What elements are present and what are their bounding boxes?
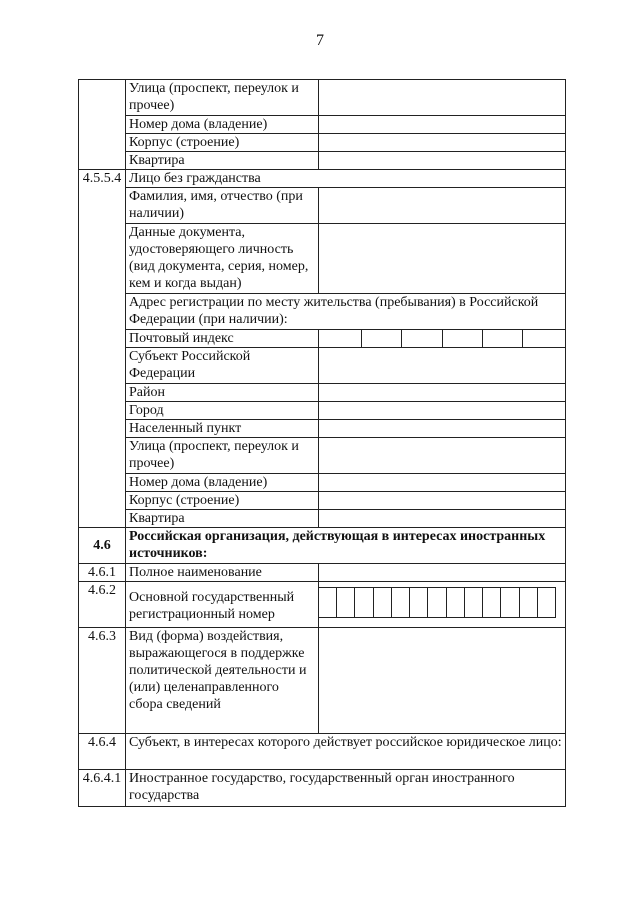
table-row bbox=[79, 224, 566, 294]
table-row bbox=[79, 770, 566, 807]
section-label-stateless: Лицо без гражданства bbox=[126, 170, 566, 188]
field-label-registration-address: Адрес регистрации по месту жительства (пребывания) в Российской Федерации (при наличии): bbox=[126, 294, 566, 330]
table-row bbox=[79, 492, 566, 510]
table-row bbox=[79, 384, 566, 402]
field-label-subject: Субъект, в интересах которого действует российское юридическое лицо: bbox=[126, 734, 566, 770]
table-row bbox=[79, 474, 566, 492]
table-row bbox=[79, 188, 566, 224]
table-row bbox=[79, 510, 566, 528]
row-number: 4.6.3 bbox=[79, 628, 126, 734]
field-label-influence-form: Вид (форма) воздействия, выражающегося в поддержке политической деятельности и (или) целенаправленного сбора сведений bbox=[126, 628, 319, 734]
table-row bbox=[79, 330, 566, 348]
field-label-full-name-org: Полное наименование bbox=[126, 564, 319, 582]
table-row bbox=[79, 564, 566, 582]
row-number: 4.6.1 bbox=[79, 564, 126, 582]
row-number: 4.6 bbox=[79, 528, 126, 564]
field-label-street-2: Улица (проспект, переулок и прочее) bbox=[126, 438, 319, 474]
field-value-apartment-2[interactable] bbox=[319, 510, 566, 528]
table-row bbox=[79, 420, 566, 438]
field-label-house-2: Номер дома (владение) bbox=[126, 474, 319, 492]
field-label-foreign-state: Иностранное государство, государственный орган иностранного государства bbox=[126, 770, 566, 807]
page-number: 7 bbox=[316, 32, 324, 49]
field-label-house: Номер дома (владение) bbox=[126, 116, 319, 134]
field-value-district[interactable] bbox=[319, 384, 566, 402]
row-number: 4.5.5.4 bbox=[79, 170, 126, 528]
table-row bbox=[79, 80, 566, 116]
field-label-building-2: Корпус (строение) bbox=[126, 492, 319, 510]
table-row bbox=[79, 734, 566, 770]
field-value-street[interactable] bbox=[319, 80, 566, 116]
field-value-full-name-org[interactable] bbox=[319, 564, 566, 582]
table-row bbox=[79, 402, 566, 420]
field-value-house-2[interactable] bbox=[319, 474, 566, 492]
field-value-locality[interactable] bbox=[319, 420, 566, 438]
table-row bbox=[79, 438, 566, 474]
field-value-building-2[interactable] bbox=[319, 492, 566, 510]
table-row bbox=[79, 294, 566, 330]
field-label-region: Субъект Российской Федерации bbox=[126, 348, 319, 384]
row-number bbox=[79, 80, 126, 170]
field-label-locality: Населенный пункт bbox=[126, 420, 319, 438]
row-number: 4.6.2 bbox=[79, 582, 126, 628]
field-label-street: Улица (проспект, переулок и прочее) bbox=[126, 80, 319, 116]
table-row bbox=[79, 170, 566, 188]
field-label-apartment-2: Квартира bbox=[126, 510, 319, 528]
field-value-city[interactable] bbox=[319, 402, 566, 420]
field-value-building[interactable] bbox=[319, 134, 566, 152]
table-row bbox=[79, 582, 566, 628]
field-label-building: Корпус (строение) bbox=[126, 134, 319, 152]
table-row bbox=[79, 628, 566, 734]
row-number: 4.6.4.1 bbox=[79, 770, 126, 807]
field-label-city: Город bbox=[126, 402, 319, 420]
field-label-postcode: Почтовый индекс bbox=[126, 330, 319, 348]
field-value-house[interactable] bbox=[319, 116, 566, 134]
field-value-apartment[interactable] bbox=[319, 152, 566, 170]
table-row bbox=[79, 152, 566, 170]
table-row bbox=[79, 116, 566, 134]
field-value-id-document[interactable] bbox=[319, 224, 566, 294]
table-row bbox=[79, 528, 566, 564]
field-label-fullname: Фамилия, имя, отчество (при наличии) bbox=[126, 188, 319, 224]
field-label-ogrn: Основной государственный регистрационный номер bbox=[126, 582, 319, 628]
form-table bbox=[78, 79, 566, 807]
field-value-fullname[interactable] bbox=[319, 188, 566, 224]
field-value-street-2[interactable] bbox=[319, 438, 566, 474]
field-label-district: Район bbox=[126, 384, 319, 402]
field-value-region[interactable] bbox=[319, 348, 566, 384]
section-heading-organization: Российская организация, действующая в интересах иностранных источников: bbox=[126, 528, 566, 564]
field-value-influence-form[interactable] bbox=[319, 628, 566, 734]
row-number: 4.6.4 bbox=[79, 734, 126, 770]
field-label-id-document: Данные документа, удостоверяющего личность (вид документа, серия, номер, кем и когда выдан) bbox=[126, 224, 319, 294]
postcode-boxes[interactable] bbox=[319, 330, 566, 348]
table-row bbox=[79, 348, 566, 384]
field-label-apartment: Квартира bbox=[126, 152, 319, 170]
ogrn-boxes[interactable] bbox=[319, 582, 566, 628]
table-row bbox=[79, 134, 566, 152]
